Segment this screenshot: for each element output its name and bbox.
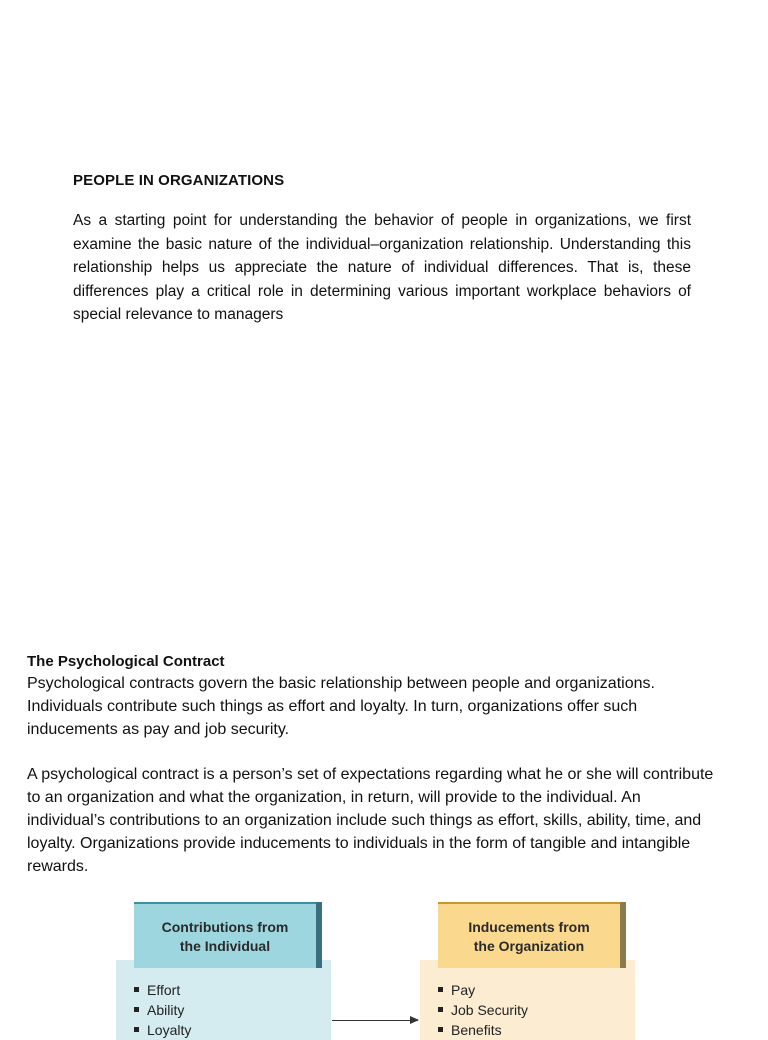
header-line: the Individual: [179, 938, 271, 954]
intro-section: [73, 172, 691, 327]
psychological-contract-diagram: [110, 892, 670, 1038]
header-line: the Organization: [473, 938, 585, 954]
body-paragraph: Psychological contracts govern the basic relationship between people and organizations. Individuals contribute such things as effort and loyalty. In turn, organizations offer such inducements as pay and job security.: [27, 675, 655, 738]
section-heading: PEOPLE IN ORGANIZATIONS: [73, 172, 285, 189]
list-item: Ability: [132, 1000, 191, 1020]
header-line: Contributions from: [161, 919, 289, 935]
inducements-header: [438, 902, 620, 968]
inducements-list: [436, 980, 528, 1040]
contributions-header: [134, 902, 316, 968]
intro-paragraph: As a starting point for understanding the behavior of people in organizations, we first examine the basic nature of the individual–organization relationship. Understanding this relationship helps us appreciate the nature of individual differences. That is, these differences play a critical role in determining various important workplace behaviors of special relevance to managers: [73, 212, 691, 324]
contributions-list: [132, 980, 191, 1040]
exchange-arrow-line: [332, 1020, 418, 1021]
arrow-right-icon: [410, 1016, 419, 1024]
list-item: Benefits: [436, 1020, 528, 1040]
list-item: Pay: [436, 980, 528, 1000]
list-item: Effort: [132, 980, 191, 1000]
header-line: Inducements from: [468, 919, 590, 935]
section-heading: The Psychological Contract: [27, 653, 225, 670]
psychological-contract-section: [27, 652, 717, 878]
list-item: Job Security: [436, 1000, 528, 1020]
list-item: Loyalty: [132, 1020, 191, 1040]
body-paragraph: A psychological contract is a person’s set of expectations regarding what he or she will contribute to an organization and what the organization, in return, will provide to the individual. An individual’s contributions to an organization include such things as effort, skills, ability, time, and loyalty. Organizations provide inducements to individuals in the form of tangible and intangible rewards.: [27, 766, 714, 875]
